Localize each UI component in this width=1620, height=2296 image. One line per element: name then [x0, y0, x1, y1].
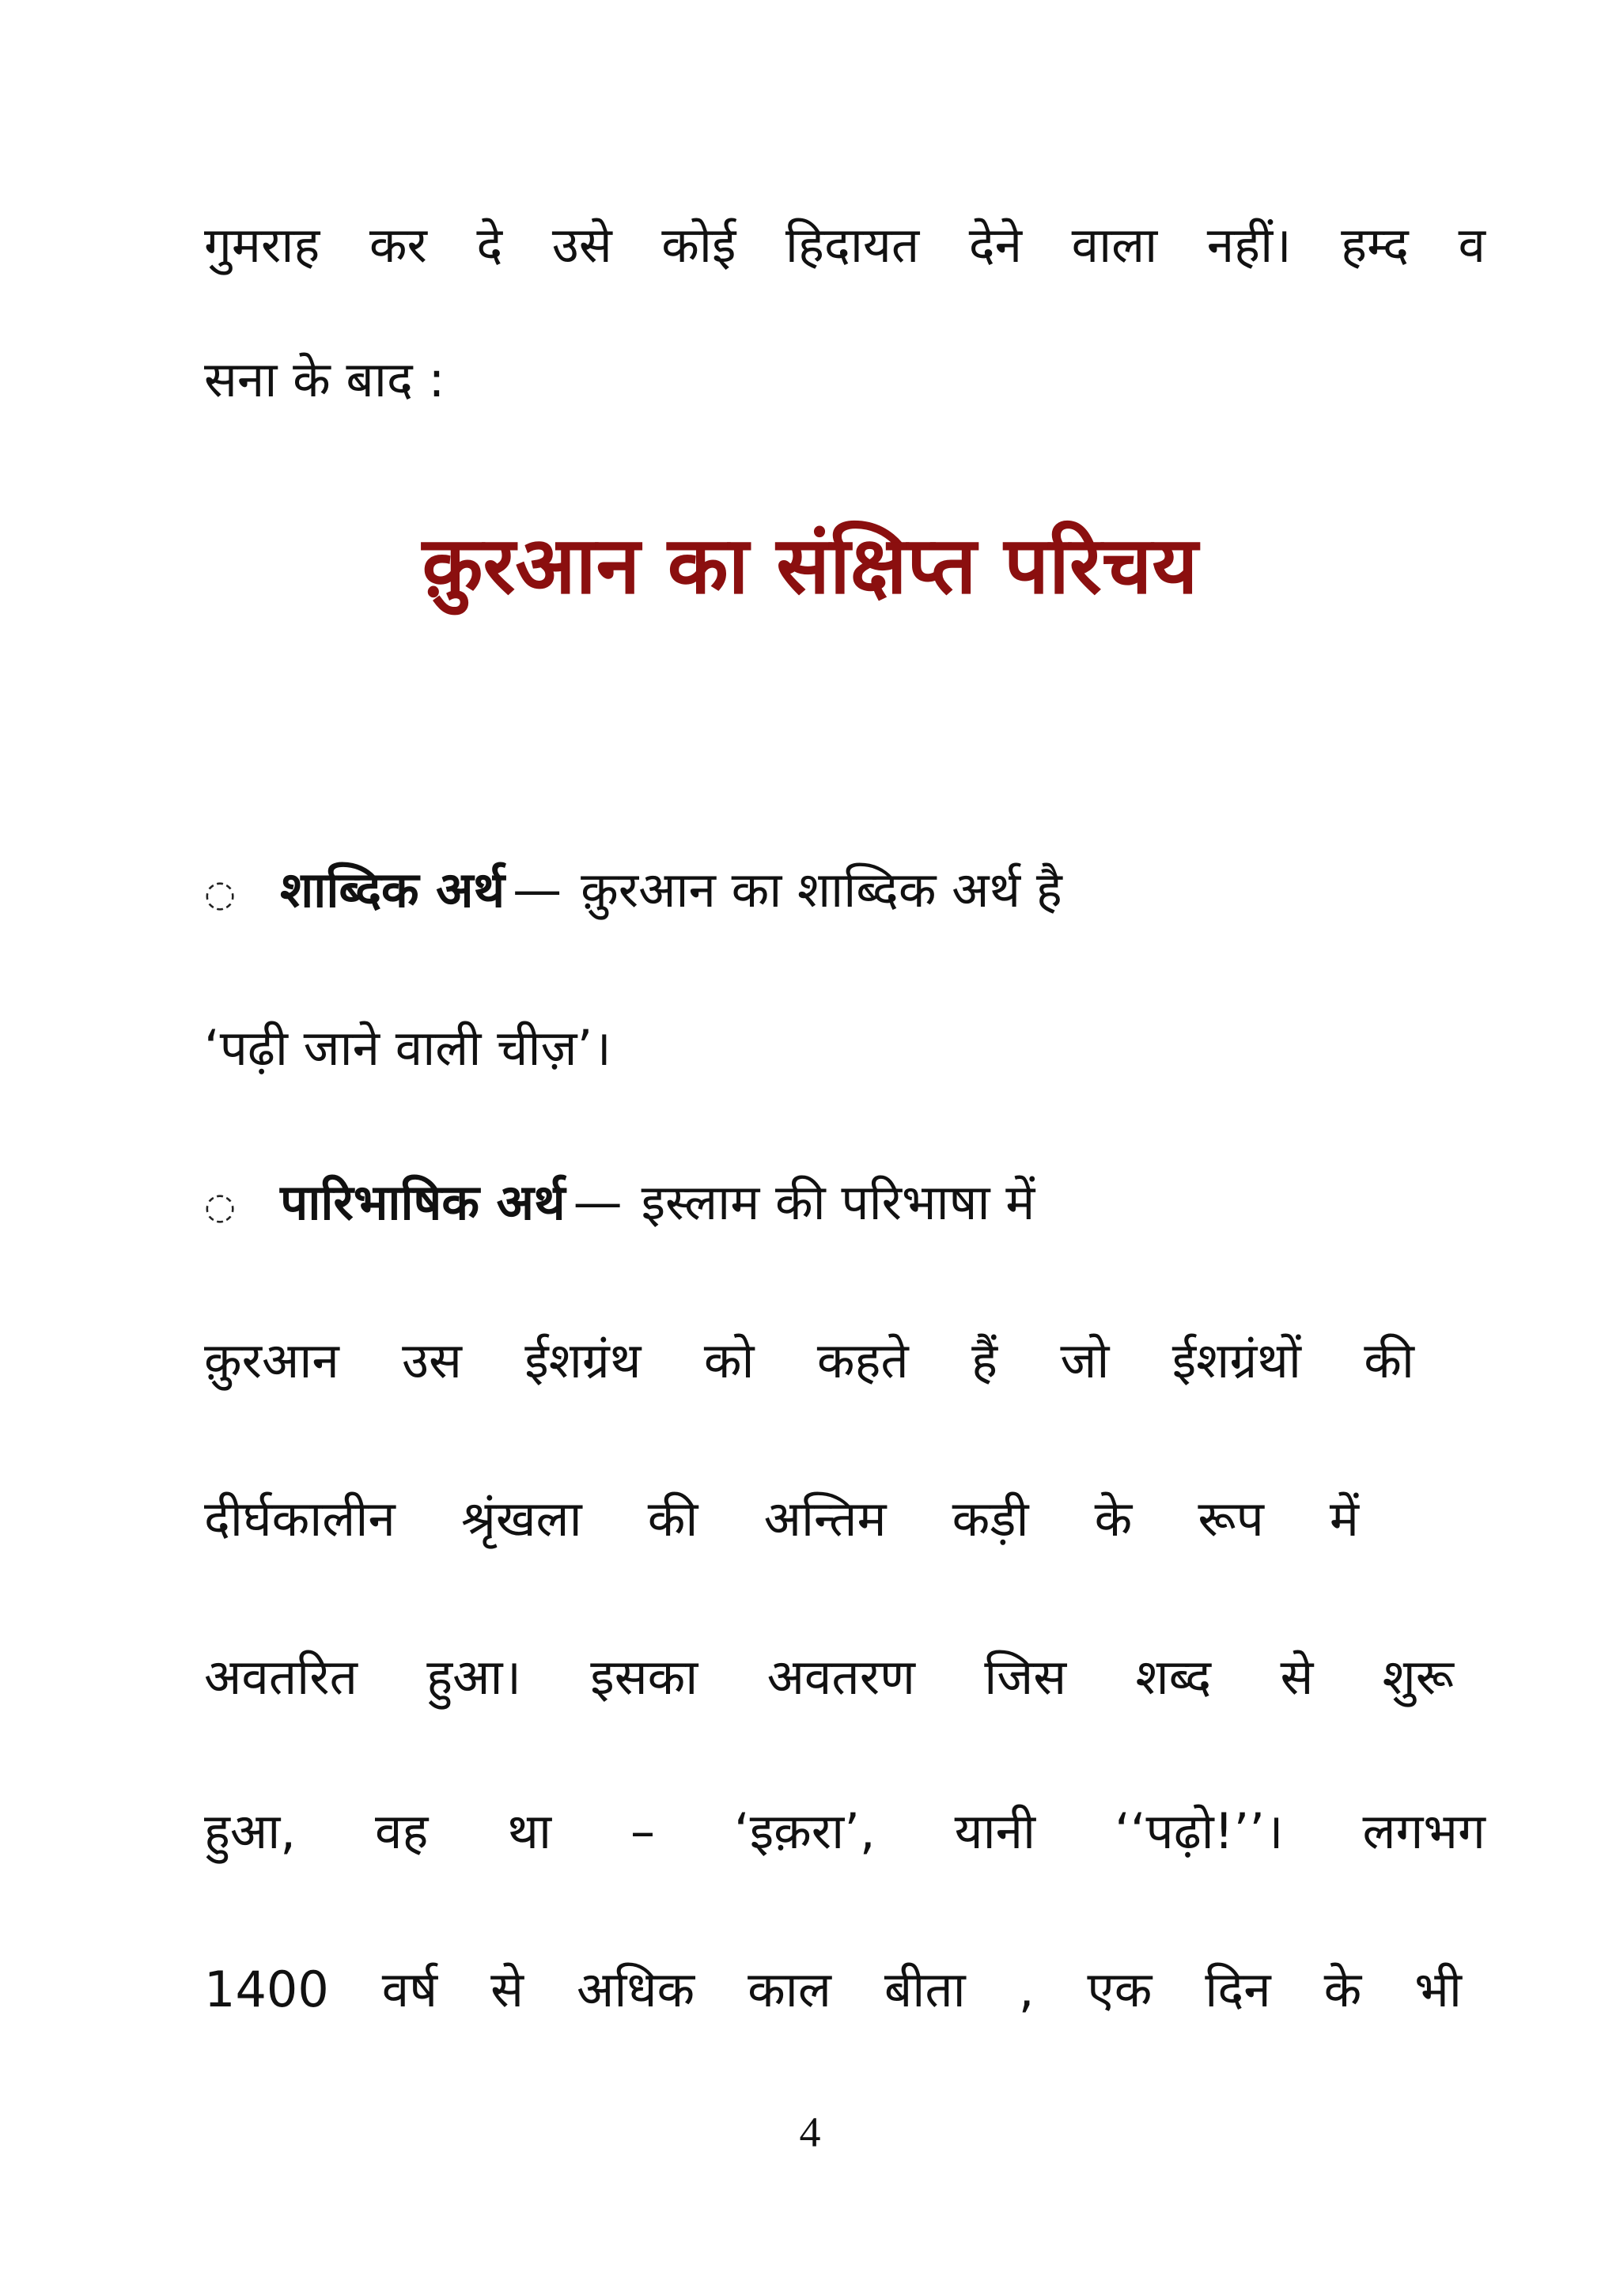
- word: दिन: [1205, 1961, 1271, 2018]
- word: से: [490, 1961, 524, 2018]
- word: में: [1329, 1490, 1359, 1548]
- word: ,: [1018, 1961, 1035, 2018]
- word: भी: [1414, 1961, 1462, 2018]
- word: 1400: [204, 1961, 329, 2018]
- body-line-3: [204, 1642, 1454, 1713]
- term-dash: —: [513, 861, 562, 919]
- literal-meaning-continuation: ‘पढ़ी जाने वाली चीज़’।: [204, 1019, 611, 1077]
- body-line-1: [204, 1325, 1414, 1396]
- word: इसका: [590, 1648, 698, 1706]
- word: उसे: [551, 216, 612, 274]
- technical-meaning-text: इस्लाम की परिभाषा में: [641, 1173, 1035, 1231]
- word: हुआ।: [426, 1648, 521, 1706]
- word: की: [1364, 1332, 1414, 1389]
- word: वाला: [1071, 216, 1158, 274]
- word: कोई: [661, 216, 736, 274]
- word: से: [1280, 1648, 1314, 1706]
- word: कहते: [816, 1332, 909, 1389]
- word: अवतरण: [766, 1648, 915, 1706]
- word: ईशग्रंथों: [1171, 1332, 1301, 1389]
- intro-line-2: सना के बाद :: [204, 350, 445, 408]
- word: ‘‘पढ़ो!’’।: [1115, 1802, 1284, 1860]
- bullet-icon: ◌: [204, 1184, 237, 1227]
- word: के: [1094, 1490, 1133, 1548]
- word: ‘इक़रा’,: [734, 1802, 876, 1860]
- word: बीता: [884, 1961, 966, 2018]
- technical-meaning-line: [204, 1167, 1486, 1241]
- word: शब्द: [1135, 1648, 1212, 1706]
- word: हैं: [971, 1332, 997, 1389]
- word: रूप: [1198, 1490, 1264, 1548]
- intro-line-1: [204, 210, 1486, 281]
- word: हुआ,: [204, 1802, 296, 1860]
- word: अधिक: [576, 1961, 695, 2018]
- word: एक: [1087, 1961, 1153, 2018]
- body-line-5: [204, 1954, 1462, 2025]
- bullet-icon: ◌: [204, 871, 237, 915]
- word: उस: [402, 1332, 462, 1389]
- word: व: [1458, 216, 1486, 274]
- term-dash: —: [573, 1173, 623, 1231]
- word: वह: [374, 1802, 429, 1860]
- literal-meaning-text: क़ुरआन का शाब्दिक अर्थ है: [581, 861, 1062, 919]
- word: अन्तिम: [763, 1490, 887, 1548]
- word: काल: [748, 1961, 831, 2018]
- literal-meaning-line: [204, 854, 1486, 929]
- word: कर: [369, 216, 427, 274]
- word: हिदायत: [785, 216, 920, 274]
- word: जो: [1060, 1332, 1110, 1389]
- word: की: [647, 1490, 698, 1548]
- word: वर्ष: [381, 1961, 438, 2018]
- word: शुरू: [1382, 1648, 1454, 1706]
- word: था: [507, 1802, 552, 1860]
- word: दे: [476, 216, 503, 274]
- word: देने: [968, 216, 1023, 274]
- word: –: [630, 1802, 656, 1860]
- word: कड़ी: [952, 1490, 1029, 1548]
- word: अवतरित: [204, 1648, 358, 1706]
- page-number: 4: [799, 2108, 821, 2156]
- literal-meaning-term: शाब्दिक अर्थ: [280, 861, 505, 919]
- word: हम्द: [1341, 216, 1409, 274]
- body-line-2: [204, 1483, 1359, 1555]
- word: के: [1323, 1961, 1362, 2018]
- technical-meaning-term: पारिभाषिक अर्थ: [280, 1173, 566, 1231]
- word: क़ुरआन: [204, 1332, 339, 1389]
- word: को: [703, 1332, 755, 1389]
- word: जिस: [984, 1648, 1067, 1706]
- section-title: क़ुरआन का संक्षिप्त परिचय: [422, 519, 1198, 612]
- word: ईशग्रंथ: [524, 1332, 642, 1389]
- word: यानी: [954, 1802, 1036, 1860]
- word: लगभग: [1362, 1802, 1486, 1860]
- word: दीर्घकालीन: [204, 1490, 396, 1548]
- body-line-4: [204, 1796, 1486, 1867]
- word: नहीं।: [1206, 216, 1292, 274]
- word: गुमराह: [204, 216, 320, 274]
- word: श्रृंखला: [460, 1490, 582, 1548]
